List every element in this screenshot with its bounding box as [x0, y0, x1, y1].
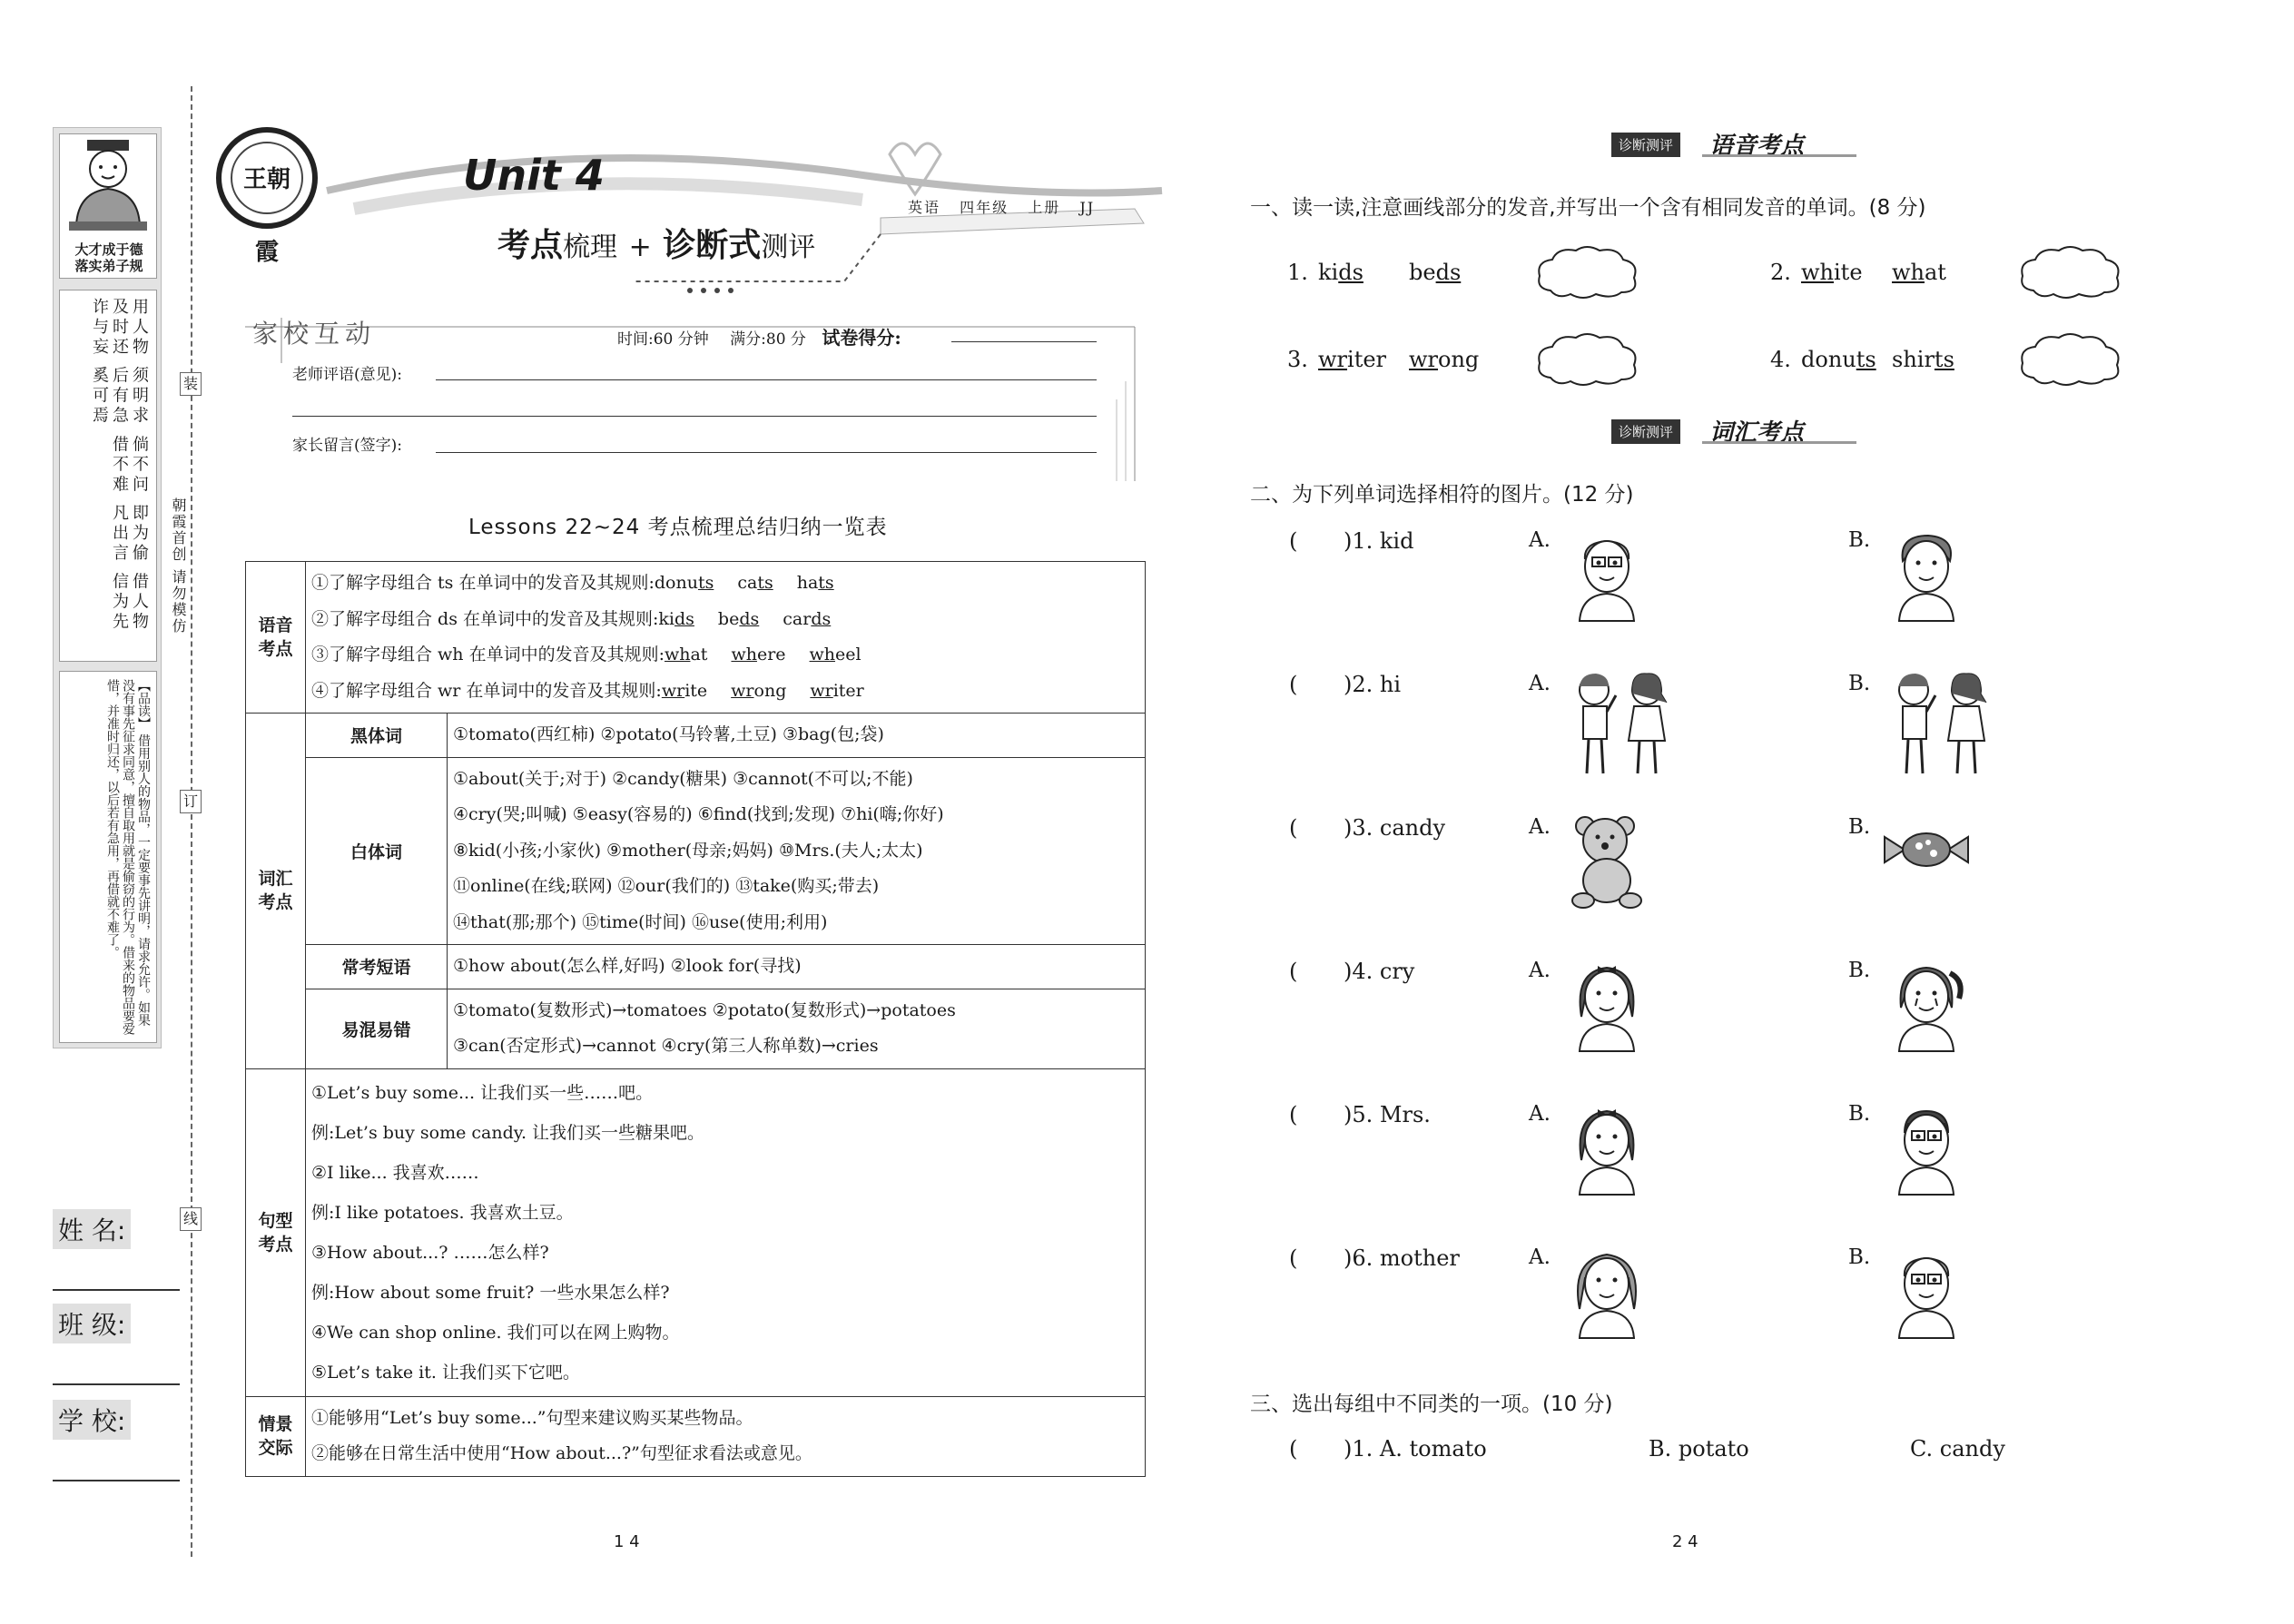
banner-title: 词汇考点	[1709, 419, 1805, 447]
option-b-label[interactable]: B.	[1848, 1245, 1871, 1269]
underlined-letters: ds	[811, 608, 832, 629]
class-line[interactable]	[53, 1343, 180, 1385]
option-b[interactable]: B. potato	[1649, 1436, 1749, 1462]
paper-score-line[interactable]	[951, 341, 1097, 342]
question-word: )6. mother	[1344, 1245, 1460, 1271]
phonics-rule: ②了解字母组合 ds 在单词中的发音及其规则:	[311, 608, 659, 629]
teacher-comment-line-2[interactable]	[292, 416, 1097, 417]
underlined-letters: wh	[1892, 260, 1925, 285]
home-school-box	[245, 309, 1144, 463]
fold-tag-zhuang: 装	[180, 372, 202, 396]
answer-cloud[interactable]	[2015, 330, 2124, 389]
question-word: )3. candy	[1344, 815, 1446, 841]
situation-cell	[306, 1396, 1146, 1476]
answer-cloud[interactable]	[1532, 330, 1641, 389]
underlined-letters: wr	[661, 680, 685, 701]
underlined-letters: ts	[757, 573, 773, 593]
option-a-label[interactable]: A.	[1529, 672, 1551, 695]
underlined-letters: ds	[674, 608, 694, 629]
option-a-label[interactable]: A.	[1529, 1245, 1551, 1269]
right-page-number: 2 4	[1672, 1532, 1698, 1551]
answer-paren[interactable]: (	[1289, 1436, 1298, 1462]
underlined-letters: wh	[731, 645, 757, 664]
phonics-line	[311, 602, 1139, 638]
phonics-banner	[1611, 129, 1856, 160]
motto-box	[59, 133, 157, 279]
word-part: ite	[1834, 260, 1863, 285]
situation-line: ②能够在日常生活中使用“How about...?”句型征求看法或意见。	[311, 1443, 812, 1463]
underlined-letters: ds	[1338, 260, 1364, 285]
underlined-letters: wh	[1801, 260, 1834, 285]
sound-word-a	[1318, 347, 1386, 372]
word-part: iter	[832, 680, 864, 701]
word-part: ha	[796, 573, 819, 593]
section-1-title: 一、读一读,注意画线部分的发音,并写出一个含有相同发音的单词。(8 分)	[1250, 196, 1926, 220]
phonics-example-word	[731, 645, 785, 664]
answer-paren[interactable]: (	[1289, 959, 1298, 984]
white-words-label: 白体词	[306, 757, 448, 945]
copyright-note: 朝霞首创 请勿模仿	[170, 497, 187, 635]
title-part-c: 诊断式	[663, 227, 762, 264]
confusables-cell	[448, 989, 1146, 1068]
word-part: car	[783, 608, 812, 629]
boy-face-icon[interactable]	[1881, 523, 1972, 626]
motto-text	[64, 241, 154, 274]
underlined-letters: ts	[818, 573, 834, 593]
sentence-line: ③How about...? ……怎么样?	[311, 1242, 549, 1263]
option-a[interactable]: )1. A. tomato	[1344, 1436, 1487, 1462]
scholar-illustration-icon	[60, 136, 156, 236]
phrases-label: 常考短语	[306, 945, 448, 989]
table-row-phonics	[246, 562, 1146, 714]
phonics-example-word	[731, 681, 786, 701]
item-number: 1.	[1287, 260, 1308, 285]
bold-words: ①tomato(西红柿) ②potato(马铃薯,土豆) ③bag(包;袋)	[448, 714, 1146, 758]
test-full-score: 满分:80 分	[730, 330, 806, 349]
underlined-letters: wh	[809, 645, 836, 664]
brand-logo	[216, 127, 318, 266]
question-word: )2. hi	[1344, 672, 1402, 697]
name-label: 姓 名:	[53, 1209, 131, 1249]
phonics-line	[311, 674, 1139, 710]
banner-arrow	[1702, 441, 1856, 444]
phonics-rule: ③了解字母组合 wh 在单词中的发音及其规则:	[311, 645, 665, 664]
name-field[interactable]	[53, 1209, 180, 1291]
question-word: )1. kid	[1344, 528, 1414, 554]
brand-logo-text: 王朝霞	[231, 142, 303, 214]
sentence-line: 例:How about some fruit? 一些水果怎么样?	[311, 1282, 670, 1303]
vocab-category: 词汇考点	[246, 714, 306, 1069]
sound-word-a	[1801, 347, 1876, 372]
question-word: )5. Mrs.	[1344, 1102, 1431, 1127]
test-time: 时间:60 分钟	[617, 330, 709, 349]
sound-word-a	[1801, 260, 1863, 285]
test-info	[617, 323, 901, 349]
item-number: 2.	[1770, 260, 1791, 285]
word-part: donu	[654, 573, 698, 593]
underlined-letters: ts	[1934, 347, 1954, 372]
disciple-rules: 用人物 须明求 倘不问 即为偷 借人物 及时还 后有急 借不难 凡出言 信为先 诈与妄 奚可焉	[59, 290, 157, 662]
phonics-example-word	[783, 609, 831, 629]
table-row-bold-words	[246, 714, 1146, 758]
underlined-letters: wr	[731, 680, 754, 701]
confusables-line: ③can(否定形式)→cannot ④cry(第三人称单数)→cries	[453, 1036, 879, 1056]
word-part: donu	[1801, 347, 1856, 372]
sound-word-a	[1318, 260, 1364, 285]
lesson-summary-title: Lessons 22~24 考点梳理总结归纳一览表	[468, 516, 888, 539]
option-a-label[interactable]: A.	[1529, 1102, 1551, 1126]
option-b-label[interactable]: B.	[1848, 528, 1871, 552]
item-number: 3.	[1287, 347, 1308, 372]
phonics-rule: ①了解字母组合 ts 在单词中的发音及其规则:	[311, 573, 655, 593]
option-b-label[interactable]: B.	[1848, 959, 1871, 982]
summary-table	[245, 561, 1146, 1477]
confusables-label: 易混易错	[306, 989, 448, 1068]
word-part: iter	[1347, 347, 1387, 372]
woman-face-icon[interactable]	[1561, 1240, 1652, 1343]
white-words-line: ④cry(哭;叫喊) ⑤easy(容易的) ⑥find(找到;发现) ⑦hi(嗨;你好)	[453, 804, 944, 824]
motto-line-1: 大才成于德	[74, 241, 143, 258]
meta-grade: 四年级	[960, 199, 1009, 216]
underlined-letters: ds	[1435, 260, 1462, 285]
girl-face-icon[interactable]	[1561, 953, 1652, 1057]
sound-word-b	[1892, 260, 1946, 285]
left-page-number: 1 4	[614, 1532, 640, 1551]
table-row-confusables	[246, 989, 1146, 1068]
meta-subject: 英语	[908, 199, 941, 216]
situation-category: 情景交际	[246, 1396, 306, 1476]
word-part: ong	[1438, 347, 1480, 372]
underlined-letters: ts	[1856, 347, 1876, 372]
option-b-label[interactable]: B.	[1848, 815, 1871, 839]
school-line[interactable]	[53, 1440, 180, 1481]
paper-score-label: 试卷得分:	[822, 327, 901, 349]
sound-word-b	[1892, 347, 1954, 372]
word-part: ong	[753, 680, 787, 701]
crying-girl-icon[interactable]	[1881, 953, 1972, 1057]
old-man-icon[interactable]	[1881, 1240, 1972, 1343]
answer-paren[interactable]: (	[1289, 815, 1298, 841]
phonics-rule: ④了解字母组合 wr 在单词中的发音及其规则:	[311, 680, 662, 701]
class-field[interactable]	[53, 1304, 180, 1385]
answer-paren[interactable]: (	[1289, 1102, 1298, 1127]
sentence-line: ④We can shop online. 我们可以在网上购物。	[311, 1322, 680, 1343]
phonics-category: 语音考点	[246, 562, 306, 714]
underlined-letters: wr	[1409, 347, 1439, 372]
phonics-example-word	[797, 573, 834, 593]
phonics-example-word	[665, 645, 707, 664]
sentence-category: 句型考点	[246, 1068, 306, 1396]
option-a-label[interactable]: A.	[1529, 528, 1551, 552]
answer-paren[interactable]: (	[1289, 672, 1298, 697]
banner-title: 语音考点	[1709, 133, 1805, 160]
white-words-line: ⑧kid(小孩;小家伙) ⑨mother(母亲;妈妈) ⑩Mrs.(夫人;太太)	[453, 840, 923, 861]
sound-word-b	[1409, 347, 1479, 372]
item-number: 4.	[1770, 347, 1791, 372]
word-part: ki	[1318, 260, 1339, 285]
sentence-cell	[306, 1068, 1146, 1396]
option-b-label[interactable]: B.	[1848, 1102, 1871, 1126]
title-part-b: 梳理	[563, 231, 618, 263]
bold-words-label: 黑体词	[306, 714, 448, 758]
option-a-label[interactable]: A.	[1529, 815, 1551, 839]
banner-tag: 诊断测评	[1611, 419, 1680, 444]
phrases: ①how about(怎么样,好吗) ②look for(寻找)	[448, 945, 1146, 989]
underlined-letters: wr	[1318, 347, 1348, 372]
word-part: at	[690, 645, 708, 664]
answer-paren[interactable]: (	[1289, 528, 1298, 554]
word-part: shir	[1892, 347, 1935, 372]
sound-word-b	[1409, 260, 1461, 285]
word-part: at	[1925, 260, 1946, 285]
school-field[interactable]	[53, 1400, 180, 1481]
school-label: 学 校:	[53, 1400, 131, 1440]
table-row-sentences	[246, 1068, 1146, 1396]
white-words-line: ①about(关于;对于) ②candy(糖果) ③cannot(不可以;不能)	[453, 768, 913, 789]
word-part: be	[717, 608, 740, 629]
white-words-line: ⑪online(在线;联网) ⑫our(我们的) ⑬take(购买;带去)	[453, 876, 880, 896]
phonics-cell	[306, 562, 1146, 714]
parent-note-label: 家长留言(签字):	[292, 437, 402, 455]
old-man-icon[interactable]	[1561, 523, 1652, 626]
option-b-label[interactable]: B.	[1848, 672, 1871, 695]
name-line[interactable]	[53, 1249, 180, 1291]
two-kids-icon[interactable]	[1881, 666, 1999, 788]
underlined-letters: wh	[664, 645, 691, 664]
binding-dashed-line	[191, 86, 192, 1557]
section-3-title: 三、选出每组中不同类的一项。(10 分)	[1250, 1393, 1613, 1416]
parent-note-line[interactable]	[436, 452, 1097, 453]
vocab-banner	[1611, 416, 1856, 447]
phonics-line	[311, 566, 1139, 602]
motto-line-2: 落实弟子规	[74, 258, 143, 274]
phonics-example-word	[810, 681, 863, 701]
fold-tag-xian: 线	[180, 1207, 202, 1231]
word-part: ite	[684, 680, 708, 701]
answer-paren[interactable]: (	[1289, 1245, 1298, 1271]
word-part: be	[1409, 260, 1436, 285]
title-part-d: 测评	[761, 231, 816, 263]
unit-title: Unit 4	[463, 151, 605, 200]
phonics-example-word	[718, 609, 759, 629]
phonics-example-word	[658, 609, 694, 629]
phonics-example-word	[737, 573, 773, 593]
teacher-comment-label: 老师评语(意见):	[292, 366, 402, 384]
underlined-letters: wr	[810, 680, 833, 701]
girl-face-icon[interactable]	[1561, 1097, 1652, 1200]
book-meta	[908, 196, 1108, 217]
word-part: eel	[835, 645, 861, 664]
table-row-phrases	[246, 945, 1146, 989]
answer-cloud[interactable]	[1532, 243, 1641, 301]
white-words-line: ⑭that(那;那个) ⑮time(时间) ⑯use(使用;利用)	[453, 911, 828, 932]
binding-strip	[53, 127, 162, 1048]
white-words-cell	[448, 757, 1146, 945]
banner-arrow	[1702, 154, 1856, 157]
phonics-line	[311, 637, 1139, 674]
title-part-a: 考点	[497, 227, 564, 264]
sentence-line: 例:I like potatoes. 我喜欢土豆。	[311, 1202, 574, 1223]
man-glasses-icon[interactable]	[1881, 1097, 1972, 1200]
teacher-comment-line-1[interactable]	[436, 379, 1097, 380]
word-part: ere	[756, 645, 786, 664]
sentence-line: 例:Let’s buy some candy. 让我们买一些糖果吧。	[311, 1122, 705, 1143]
class-label: 班 级:	[53, 1304, 131, 1343]
word-part: ki	[658, 608, 674, 629]
sentence-line: ②I like... 我喜欢……	[311, 1162, 479, 1183]
page-title	[497, 220, 815, 266]
section-2-title: 二、为下列单词选择相符的图片。(12 分)	[1250, 483, 1634, 507]
candy-icon[interactable]	[1881, 810, 1972, 913]
fold-tag-ding: 订	[180, 790, 202, 813]
banner-tag: 诊断测评	[1611, 133, 1680, 157]
word-part: ca	[737, 573, 758, 593]
answer-cloud[interactable]	[2015, 243, 2124, 301]
underlined-letters: ds	[739, 608, 760, 629]
underlined-letters: ts	[697, 573, 714, 593]
sentence-line: ①Let’s buy some... 让我们买一些……吧。	[311, 1082, 654, 1103]
option-c[interactable]: C. candy	[1910, 1436, 2005, 1462]
situation-line: ①能够用“Let’s buy some...”句型来建议购买某些物品。	[311, 1407, 753, 1428]
two-kids-icon[interactable]	[1561, 666, 1679, 788]
pindu-text: 【品读】 借用别人的物品，一定要事先讲明，请求允许。如果没有事先征求同意，擅自取用就是偷窃的行为。借来的物品要爱惜，并准时归还，以后若有急用，再借就不难了。	[59, 671, 157, 1043]
phonics-example-word	[655, 573, 714, 593]
phonics-example-word	[810, 645, 861, 664]
table-row-situations	[246, 1396, 1146, 1476]
teddy-bear-icon[interactable]	[1561, 810, 1652, 913]
confusables-line: ①tomato(复数形式)→tomatoes ②potato(复数形式)→potatoes	[453, 999, 956, 1020]
meta-edition: JJ	[1079, 199, 1096, 216]
phonics-example-word	[662, 681, 707, 701]
sentence-line: ⑤Let’s take it. 让我们买下它吧。	[311, 1362, 580, 1383]
home-school-tag: 家校互动	[252, 319, 377, 349]
meta-volume: 上册	[1028, 199, 1061, 216]
title-plus: +	[628, 231, 652, 263]
table-row-white-words	[246, 757, 1146, 945]
option-a-label[interactable]: A.	[1529, 959, 1551, 982]
question-word: )4. cry	[1344, 959, 1415, 984]
